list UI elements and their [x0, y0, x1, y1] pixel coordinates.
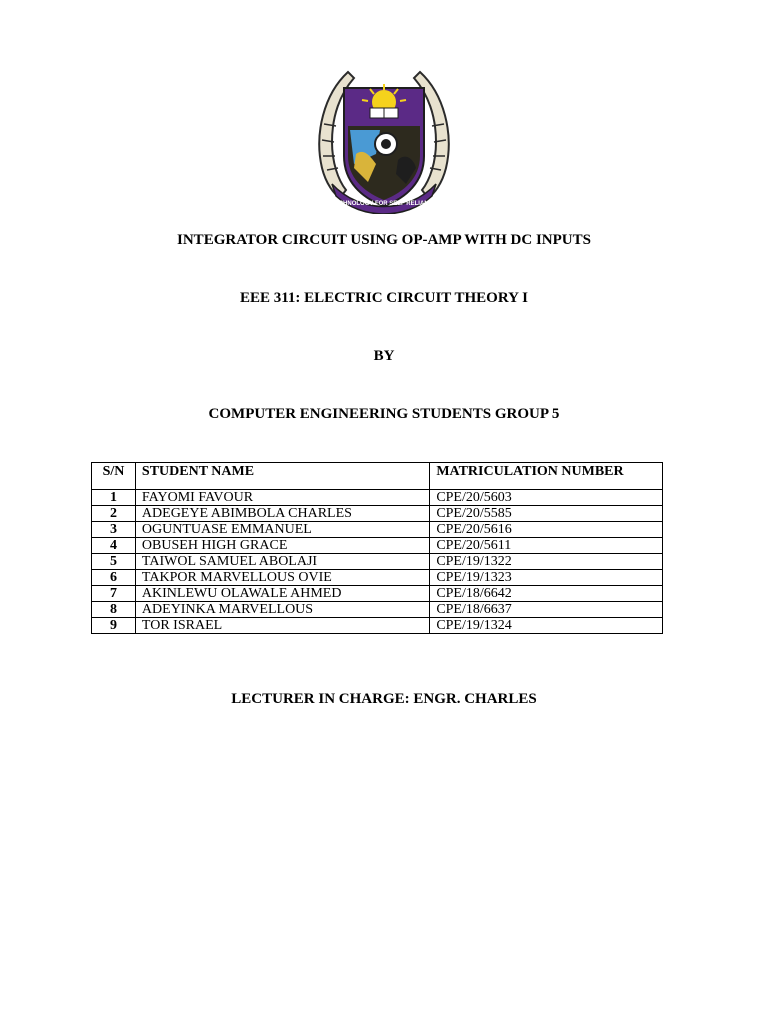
cell-name: ADEGEYE ABIMBOLA CHARLES — [135, 506, 429, 522]
cell-matric: CPE/20/5603 — [430, 490, 663, 506]
cell-matric: CPE/20/5611 — [430, 538, 663, 554]
cell-name: TOR ISRAEL — [135, 618, 429, 634]
table-row — [92, 586, 663, 602]
table-row — [92, 618, 663, 634]
cell-matric: CPE/18/6642 — [430, 586, 663, 602]
table-row — [92, 538, 663, 554]
cell-sn: 9 — [92, 618, 136, 634]
course-title: EEE 311: ELECTRIC CIRCUIT THEORY I — [239, 290, 529, 306]
cell-matric: CPE/20/5616 — [430, 522, 663, 538]
students-table — [91, 462, 663, 634]
table-row — [92, 506, 663, 522]
cell-name: OBUSEH HIGH GRACE — [135, 538, 429, 554]
cell-matric: CPE/19/1322 — [430, 554, 663, 570]
table-header-row — [92, 463, 663, 490]
table-row — [92, 602, 663, 618]
cell-name: FAYOMI FAVOUR — [135, 490, 429, 506]
cell-name: OGUNTUASE EMMANUEL — [135, 522, 429, 538]
cell-sn: 4 — [92, 538, 136, 554]
cell-name: TAIWOL SAMUEL ABOLAJI — [135, 554, 429, 570]
cell-matric: CPE/19/1324 — [430, 618, 663, 634]
table-row — [92, 570, 663, 586]
table-row — [92, 522, 663, 538]
cell-sn: 7 — [92, 586, 136, 602]
cell-name: ADEYINKA MARVELLOUS — [135, 602, 429, 618]
cell-sn: 6 — [92, 570, 136, 586]
cell-name: TAKPOR MARVELLOUS OVIE — [135, 570, 429, 586]
cell-sn: 2 — [92, 506, 136, 522]
cell-matric: CPE/18/6637 — [430, 602, 663, 618]
by-label: BY — [373, 348, 395, 364]
cell-matric: CPE/19/1323 — [430, 570, 663, 586]
lecturer-in-charge: LECTURER IN CHARGE: ENGR. CHARLES — [231, 691, 537, 707]
cell-matric: CPE/20/5585 — [430, 506, 663, 522]
crest-motto: TECHNOLOGY FOR SELF RELIANCE — [331, 201, 437, 207]
header-matric-number: MATRICULATION NUMBER — [430, 463, 663, 490]
table-row — [92, 554, 663, 570]
cell-sn: 5 — [92, 554, 136, 570]
group-title: COMPUTER ENGINEERING STUDENTS GROUP 5 — [208, 406, 560, 422]
header-sn: S/N — [92, 463, 136, 490]
document-title: INTEGRATOR CIRCUIT USING OP-AMP WITH DC INPUTS — [177, 232, 591, 248]
university-crest-icon — [310, 64, 458, 214]
cell-name: AKINLEWU OLAWALE AHMED — [135, 586, 429, 602]
cell-sn: 1 — [92, 490, 136, 506]
cell-sn: 3 — [92, 522, 136, 538]
cell-sn: 8 — [92, 602, 136, 618]
table-row — [92, 490, 663, 506]
header-student-name: STUDENT NAME — [135, 463, 429, 490]
